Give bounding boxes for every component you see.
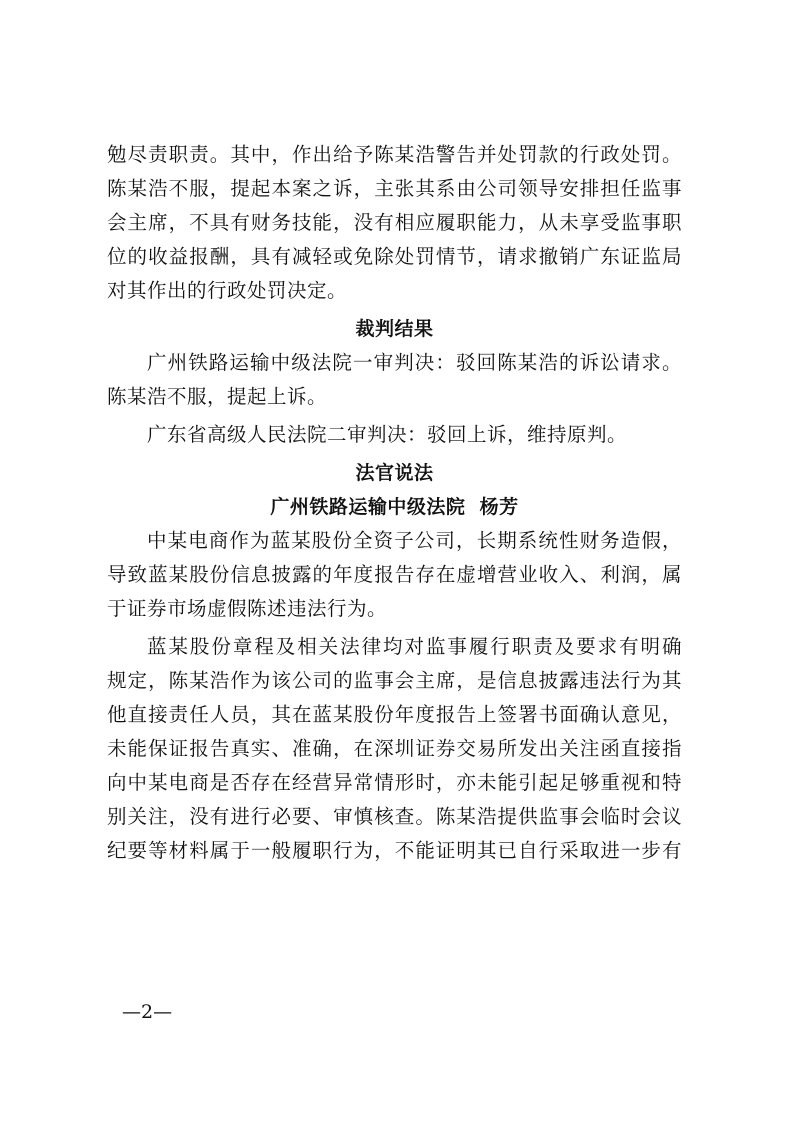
text-line: 未能保证报告真实、准确，在深圳证券交易所发出关注函直接指 <box>107 737 682 760</box>
text-line: 蓝某股份章程及相关法律均对监事履行职责及要求有明确 <box>147 635 682 658</box>
text-line: 对其作出的行政处罚决定。 <box>107 279 348 302</box>
text-line: 陈某浩不服，提起上诉。 <box>107 385 328 408</box>
paragraph-second-instance <box>107 418 682 452</box>
text-line: 会主席，不具有财务技能，没有相应履职能力，从未享受监事职 <box>107 211 682 234</box>
text-line: 别关注，没有进行必要、审慎核查。陈某浩提供监事会临时会议 <box>107 805 682 828</box>
paragraph-commentary-a <box>107 524 682 626</box>
document-page <box>107 138 682 868</box>
text-line: 广州铁路运输中级法院一审判决：驳回陈某浩的诉讼请求。 <box>147 351 682 374</box>
text-line: 广东省高级人民法院二审判决：驳回上诉，维持原判。 <box>147 423 628 446</box>
paragraph-continuation <box>107 138 682 308</box>
text-line: 纪要等材料属于一般履职行为，不能证明其已自行采取进一步有 <box>107 839 682 862</box>
text-line: 向中某电商是否存在经营异常情形时，亦未能引起足够重视和特 <box>107 771 682 794</box>
text-line: 陈某浩不服，提起本案之诉，主张其系由公司领导安排担任监事 <box>107 177 682 200</box>
section-heading-judgment: 裁判结果 <box>355 318 434 340</box>
text-line: 中某电商作为蓝某股份全资子公司，长期系统性财务造假， <box>147 529 682 552</box>
text-line: 导致蓝某股份信息披露的年度报告存在虚增营业收入、利润，属 <box>107 563 682 586</box>
text-line: 他直接责任人员，其在蓝某股份年度报告上签署书面确认意见， <box>107 703 682 726</box>
text-line: 于证券市场虚假陈述违法行为。 <box>107 597 388 620</box>
paragraph-first-instance <box>107 346 682 414</box>
text-line: 勉尽责职责。其中，作出给予陈某浩警告并处罚款的行政处罚。 <box>107 143 682 166</box>
text-line: 规定，陈某浩作为该公司的监事会主席，是信息披露违法行为其 <box>107 669 682 692</box>
paragraph-commentary-b <box>107 630 682 868</box>
text-line: 位的收益报酬，具有减轻或免除处罚情节，请求撤销广东证监局 <box>107 245 682 268</box>
commentary-author: 广州铁路运输中级法院 杨芳 <box>270 496 519 518</box>
section-heading-commentary: 法官说法 <box>355 462 434 484</box>
page-number: —2— <box>122 1001 173 1023</box>
